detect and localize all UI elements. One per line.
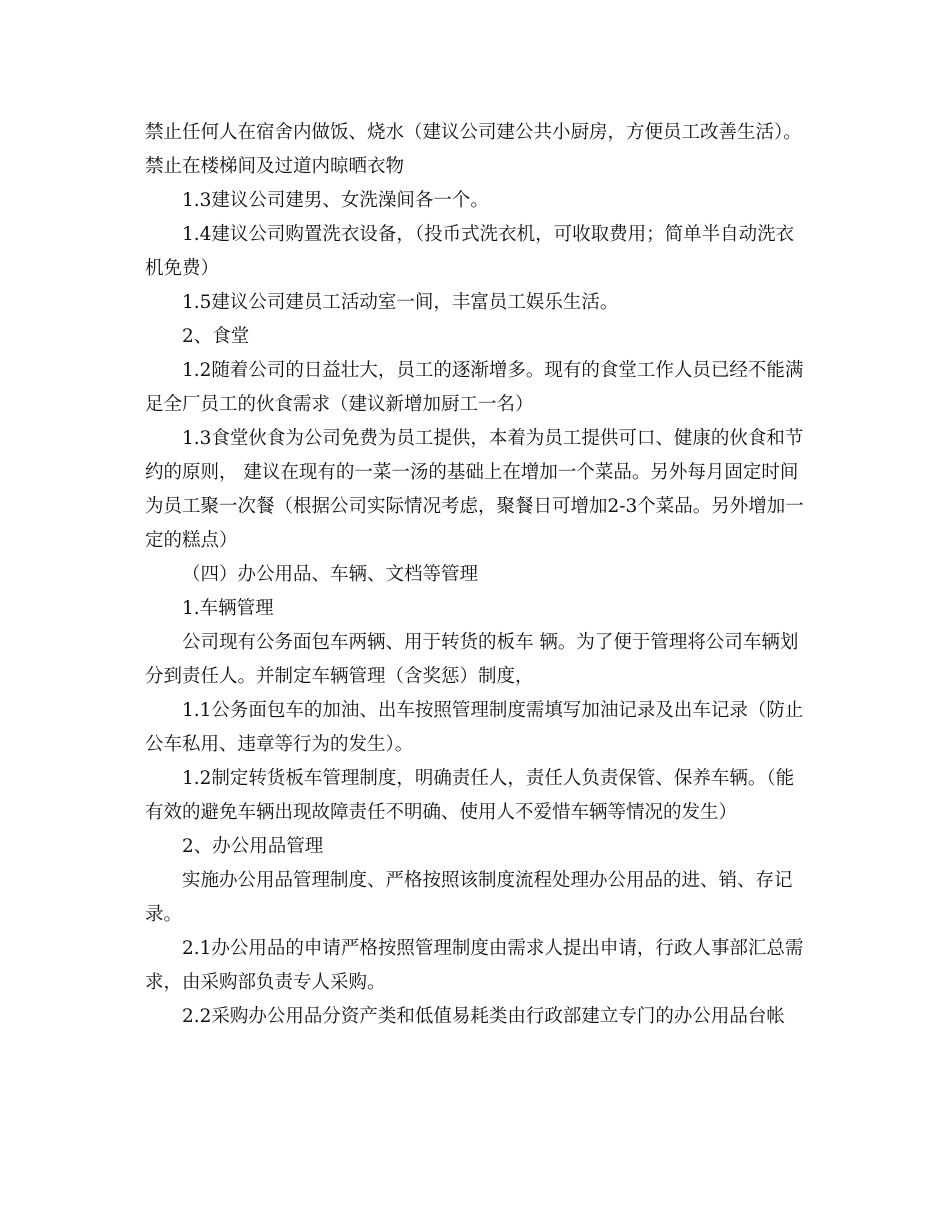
- section-heading: （四）办公用品、车辆、文档等管理: [182, 564, 479, 585]
- section-heading: 2、食堂: [182, 326, 250, 347]
- paragraph: 1.4建议公司购置洗衣设备，（投币式洗衣机，可收取费用；简单半自动洗衣机免费）: [145, 224, 795, 279]
- paragraph: 禁止任何人在宿舍内做饭、烧水（建议公司建公共小厨房，方便员工改善生活）。禁止在楼梯间及过道内晾晒衣物: [145, 122, 802, 177]
- paragraph: 实施办公用品管理制度、严格按照该制度流程处理办公用品的进、销、存记录。: [145, 870, 793, 925]
- paragraph: 2.2采购办公用品分资产类和低值易耗类由行政部建立专门的办公用品台帐: [182, 1006, 785, 1027]
- paragraph: 1.3食堂伙食为公司免费为员工提供，本着为员工提供可口、健康的伙食和节约的原则， 建议在现有的一菜一汤的基础上在增加一个菜品。另外每月固定时间为员工聚一次餐（根据公司实际情况考虑，聚餐日可增加2-3个菜品。另外增加一定的糕点）: [145, 428, 804, 551]
- paragraph: 公司现有公务面包车两辆、用于转货的板车 辆。为了便于管理将公司车辆划分到责任人。并制定车辆管理（含奖惩）制度，: [145, 632, 799, 687]
- document-body: [145, 116, 810, 1034]
- paragraph: 1.1公务面包车的加油、出车按照管理制度需填写加油记录及出车记录（防止公车私用、违章等行为的发生）。: [145, 700, 804, 755]
- paragraph: 2.1办公用品的申请严格按照管理制度由需求人提出申请，行政人事部汇总需求，由采购部负责专人采购。: [145, 938, 804, 993]
- paragraph: 1.3建议公司建男、女洗澡间各一个。: [182, 190, 489, 211]
- paragraph: 1.2制定转货板车管理制度，明确责任人，责任人负责保管、保养车辆。（能有效的避免车辆出现故障责任不明确、使用人不爱惜车辆等情况的发生）: [145, 768, 795, 823]
- paragraph: 1.2随着公司的日益壮大，员工的逐渐增多。现有的食堂工作人员已经不能满足全厂员工的伙食需求（建议新增加厨工一名）: [145, 360, 804, 415]
- paragraph: 1.5建议公司建员工活动室一间，丰富员工娱乐生活。: [182, 292, 619, 313]
- subsection-heading: 1.车辆管理: [182, 598, 274, 619]
- subsection-heading: 2、办公用品管理: [182, 836, 324, 857]
